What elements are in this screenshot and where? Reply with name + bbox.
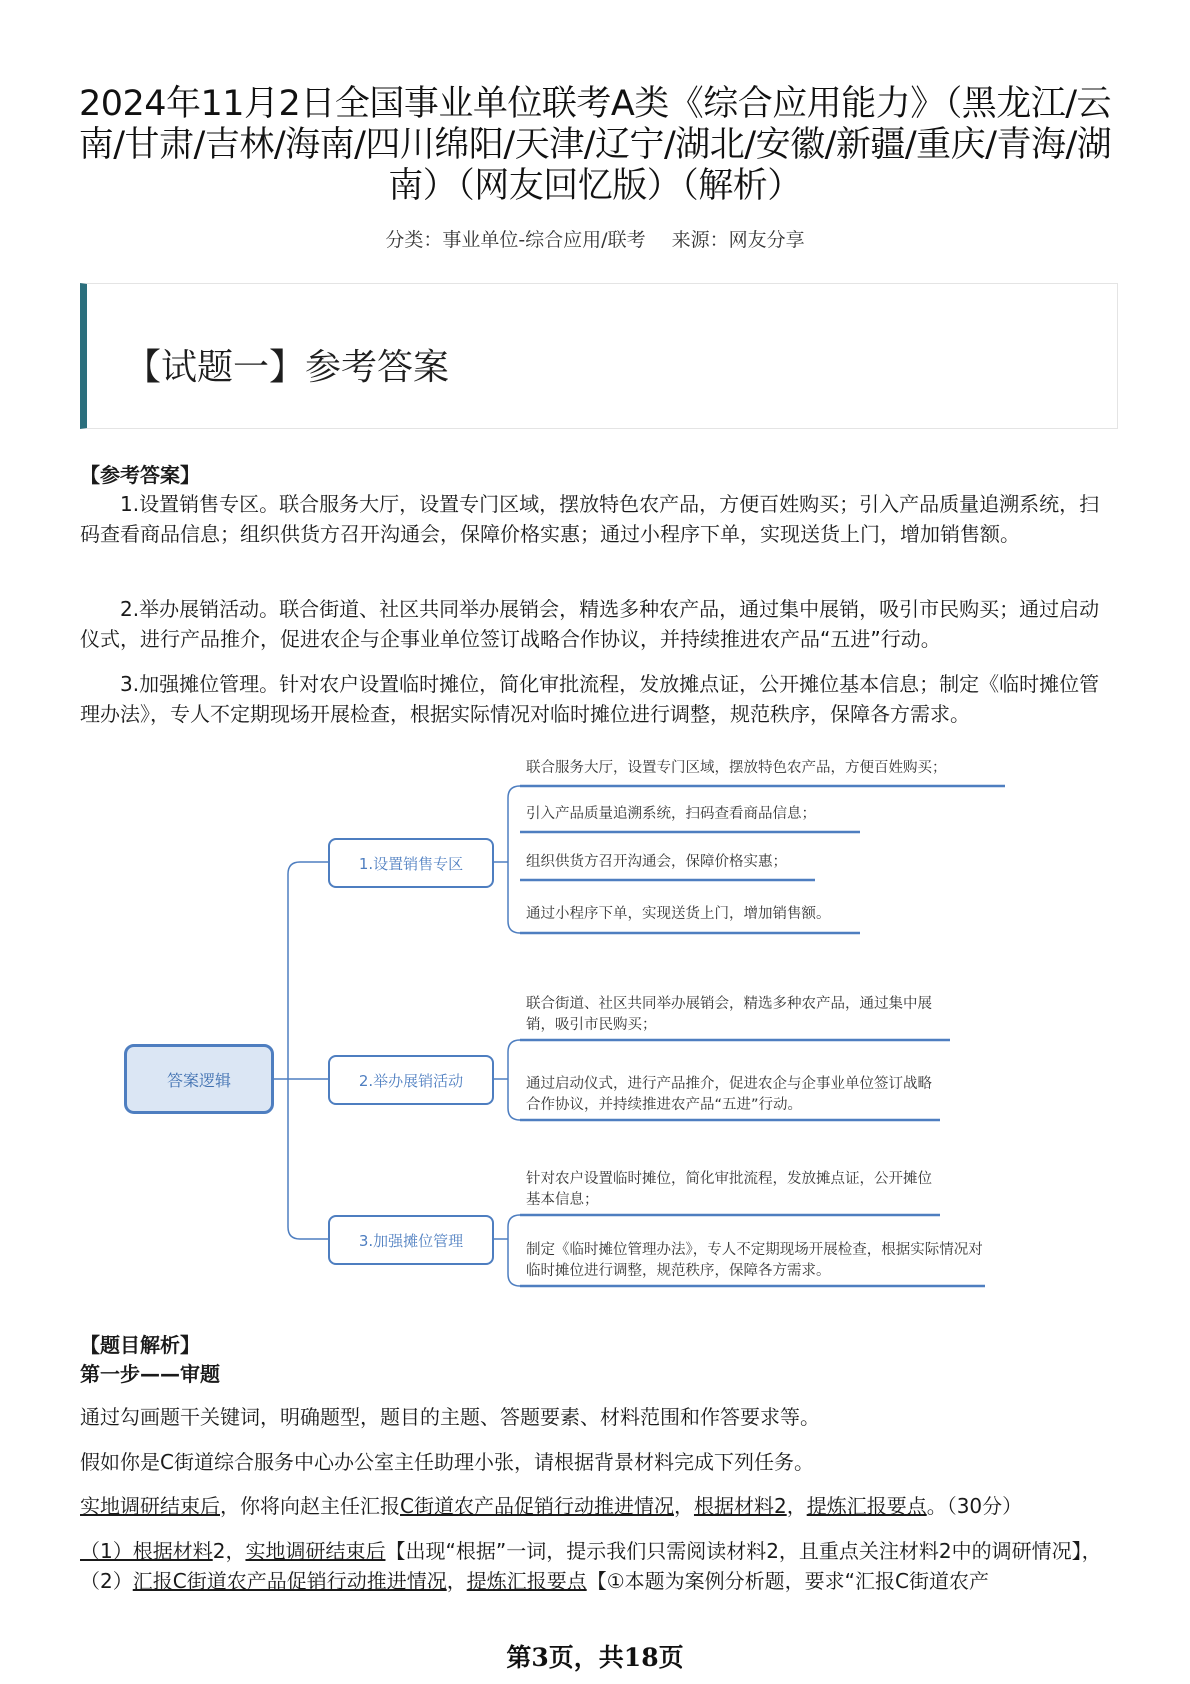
analysis-paragraph-2: 假如你是C街道综合服务中心办公室主任助理小张，请根据背景材料完成下列任务。 <box>80 1450 814 1474</box>
q-text-4: 。（30分） <box>926 1494 1023 1518</box>
leaf-1-4: 通过小程序下单，实现送货上门，增加销售额。 <box>526 906 831 922</box>
leaf-2-1: 联合街道、社区共同举办展销会，精选多种农产品，通过集中展销，吸引市民购买； <box>526 996 932 1033</box>
mind-map <box>100 752 1040 1302</box>
section-banner <box>80 283 1118 429</box>
document-meta <box>0 225 1190 252</box>
n-underline-2: 实地调研结束后 <box>245 1539 386 1563</box>
analysis-question <box>80 1491 1116 1521</box>
q-underline-1: 实地调研结束后 <box>80 1494 220 1518</box>
branch-exhibition: 2.举办展销活动 <box>328 1055 494 1105</box>
answer-paragraph-3: 3.加强摊位管理。针对农户设置临时摊位，简化审批流程，发放摊点证，公开摊位基本信息；制定《临时摊位管理办法》，专人不定期现场开展检查，根据实际情况对临时摊位进行调整，规范秩序，保障各方需求。 <box>80 672 1100 726</box>
branch-sales-zone: 1.设置销售专区 <box>328 838 494 888</box>
n-text-4: 【①本题为案例分析题，要求“汇报C街道农产 <box>586 1569 989 1593</box>
analysis-notes <box>80 1536 1116 1596</box>
branch-stall-management: 3.加强摊位管理 <box>328 1215 494 1265</box>
q-text-3: ， <box>786 1494 807 1518</box>
analysis-heading: 【题目解析】 <box>80 1333 200 1357</box>
document-title: 2024年11月2日全国事业单位联考A类《综合应用能力》（黑龙江/云南/甘肃/吉林/海南/四川绵阳/天津/辽宁/湖北/安徽/新疆/重庆/青海/湖南）（网友回忆版）（解析） <box>78 84 1112 206</box>
analysis-paragraph-1: 通过勾画题干关键词，明确题型，题目的主题、答题要素、材料范围和作答要求等。 <box>80 1405 820 1429</box>
q-text-1: ，你将向赵主任汇报 <box>220 1494 400 1518</box>
leaf-1-3: 组织供货方召开沟通会，保障价格实惠； <box>526 854 787 870</box>
n-underline-3: 汇报C街道农产品促销行动推进情况 <box>132 1569 447 1593</box>
page-number: 第3页，共18页 <box>506 1643 684 1672</box>
leaf-2-2: 通过启动仪式，进行产品推介，促进农企与企事业单位签订战略合作协议，并持续推进农产品“五进”行动。 <box>526 1076 932 1113</box>
analysis-step-1: 第一步——审题 <box>80 1362 220 1386</box>
q-text-2: ， <box>673 1494 694 1518</box>
n-text-3: ， <box>446 1569 467 1593</box>
category-label: 分类：事业单位-综合应用/联考 <box>385 229 646 251</box>
answer-paragraph-1: 1.设置销售专区。联合服务大厅，设置专门区域，摆放特色农产品，方便百姓购买；引入产品质量追溯系统，扫码查看商品信息；组织供货方召开沟通会，保障价格实惠；通过小程序下单，实现送货上门，增加销售额。 <box>80 492 1100 546</box>
n-underline-1: （1）根据材料 <box>80 1539 213 1563</box>
section-title: 【试题一】参考答案 <box>125 347 450 388</box>
n-text-1: 2， <box>212 1539 246 1563</box>
answer-heading: 【参考答案】 <box>80 463 200 487</box>
leaf-3-2: 制定《临时摊位管理办法》，专人不定期现场开展检查，根据实际情况对临时摊位进行调整，规范秩序，保障各方需求。 <box>526 1242 983 1279</box>
leaf-1-1: 联合服务大厅，设置专门区域，摆放特色农产品，方便百姓购买； <box>526 760 947 776</box>
source-label: 来源：网友分享 <box>671 229 805 251</box>
leaf-1-2: 引入产品质量追溯系统，扫码查看商品信息； <box>526 806 816 822</box>
leaf-3-1: 针对农户设置临时摊位，简化审批流程，发放摊点证，公开摊位基本信息； <box>526 1171 932 1208</box>
n-underline-4: 提炼汇报要点 <box>466 1569 587 1593</box>
n-text-2: 【出现“根据”一词，提示我们只需阅读材料2，且重点关注材料2中的调研情况】，（2） <box>80 1539 1102 1593</box>
q-underline-2: C街道农产品促销行动推进情况 <box>400 1494 674 1518</box>
q-underline-3: 根据材料2 <box>693 1494 787 1518</box>
mind-map-root: 答案逻辑 <box>124 1044 274 1114</box>
q-underline-4: 提炼汇报要点 <box>806 1494 927 1518</box>
answer-paragraph-2: 2.举办展销活动。联合街道、社区共同举办展销会，精选多种农产品，通过集中展销，吸引市民购买；通过启动仪式，进行产品推介，促进农企与企事业单位签订战略合作协议，并持续推进农产品“五进”行动。 <box>80 597 1100 651</box>
